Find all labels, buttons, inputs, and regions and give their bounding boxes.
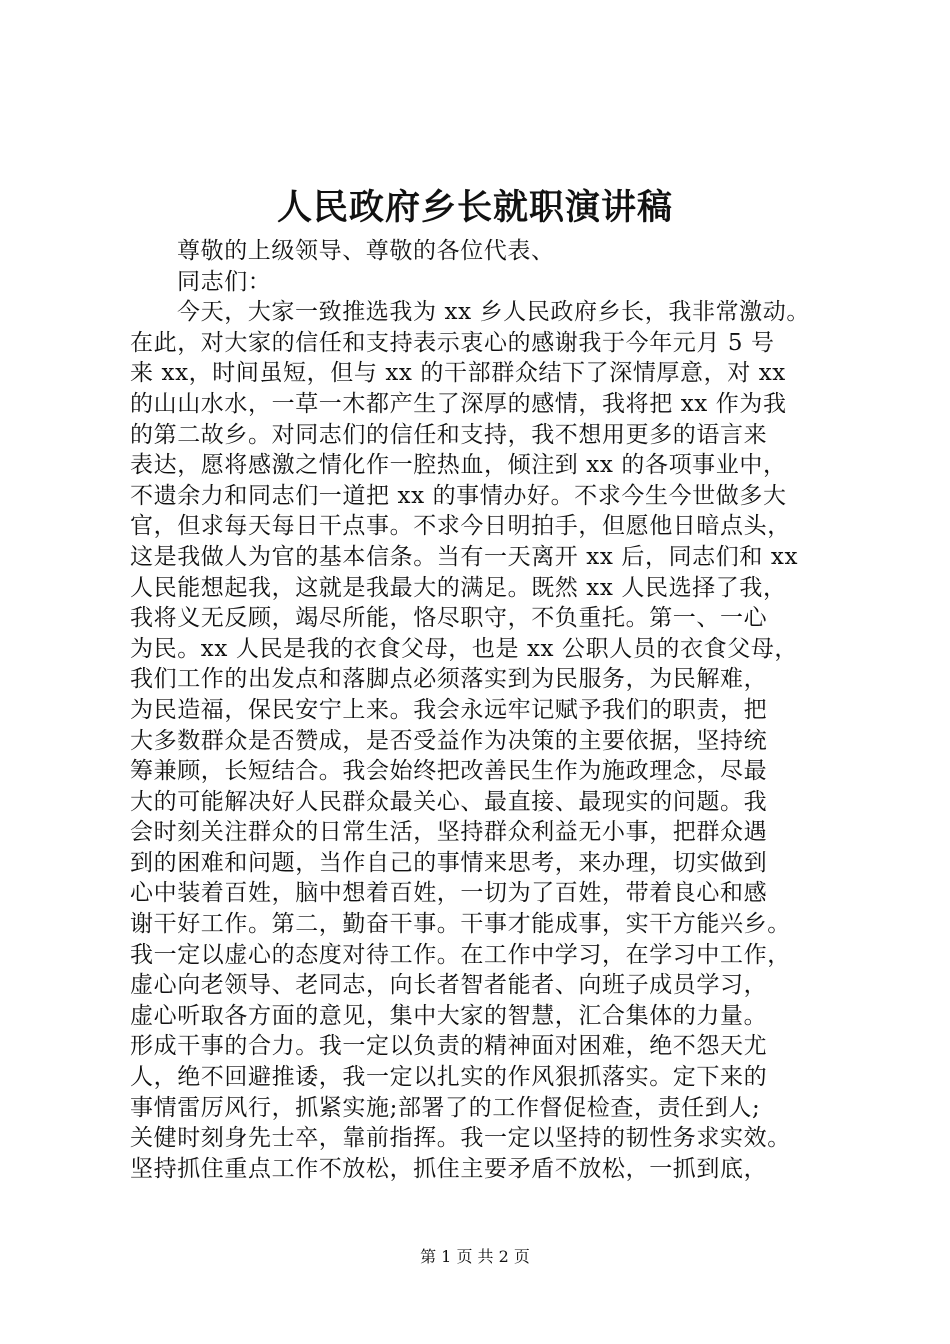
text-line: 关健时刻身先士卒，靠前指挥。我一定以坚持的韧性务求实效。 bbox=[130, 1125, 791, 1152]
text-line: 今天，大家一致推选我为 xx 乡人民政府乡长，我非常激动。 bbox=[177, 299, 810, 326]
text-line: 到的困难和问题，当作自己的事情来思考，来办理，切实做到 bbox=[130, 849, 768, 876]
text-line: 我将义无反顾，竭尽所能，恪尽职守，不负重托。第一、一心 bbox=[130, 605, 768, 632]
text-line: 为民。xx 人民是我的衣食父母，也是 xx 公职人员的衣食父母， bbox=[130, 635, 799, 662]
text-line: 同志们： bbox=[177, 268, 272, 295]
text-line: 虚心听取各方面的意见，集中大家的智慧，汇合集体的力量。 bbox=[130, 1002, 768, 1029]
text-line: 为民造福，保民安宁上来。我会永远牢记赋予我们的职责，把 bbox=[130, 696, 768, 723]
text-line: 会时刻关注群众的日常生活，坚持群众利益无小事，把群众遇 bbox=[130, 819, 768, 846]
text-line: 谢干好工作。第二，勤奋干事。干事才能成事，实干方能兴乡。 bbox=[130, 911, 791, 938]
text-line: 的第二故乡。对同志们的信任和支持，我不想用更多的语言来 bbox=[130, 421, 768, 448]
text-line: 我们工作的出发点和落脚点必须落实到为民服务，为民解难， bbox=[130, 666, 768, 693]
text-line: 这是我做人为官的基本信条。当有一天离开 xx 后，同志们和 xx bbox=[130, 543, 799, 570]
text-line: 我一定以虚心的态度对待工作。在工作中学习，在学习中工作， bbox=[130, 941, 791, 968]
text-line: 坚持抓住重点工作不放松，抓住主要矛盾不放松，一抓到底， bbox=[130, 1155, 768, 1182]
text-line: 大多数群众是否赞成，是否受益作为决策的主要依据，坚持统 bbox=[130, 727, 768, 754]
text-line: 尊敬的上级领导、尊敬的各位代表、 bbox=[177, 238, 555, 264]
document-body bbox=[130, 236, 930, 1184]
text-line: 虚心向老领导、老同志，向长者智者能者、向班子成员学习， bbox=[130, 972, 768, 999]
text-line: 来 xx，时间虽短，但与 xx 的干部群众结下了深情厚意，对 xx bbox=[130, 360, 786, 387]
text-line: 筹兼顾，长短结合。我会始终把改善民生作为施政理念，尽最 bbox=[130, 758, 768, 785]
text-line: 人，绝不回避推诿，我一定以扎实的作风狠抓落实。定下来的 bbox=[130, 1064, 768, 1091]
text-line: 官，但求每天每日干点事。不求今日明拍手，但愿他日暗点头， bbox=[130, 513, 791, 540]
text-line: 表达，愿将感激之情化作一腔热血，倾注到 xx 的各项事业中， bbox=[130, 452, 787, 479]
page-number-footer: 第 1 页 共 2 页 bbox=[420, 1247, 530, 1266]
text-line: 大的可能解决好人民群众最关心、最直接、最现实的问题。我 bbox=[130, 788, 768, 815]
text-line: 的山山水水，一草一木都产生了深厚的感情，我将把 xx 作为我 bbox=[130, 390, 787, 417]
text-line: 在此，对大家的信任和支持表示衷心的感谢我于今年元月 5 号 bbox=[130, 329, 775, 356]
text-line: 人民能想起我，这就是我最大的满足。既然 xx 人民选择了我， bbox=[130, 574, 787, 601]
text-line: 形成干事的合力。我一定以负责的精神面对困难，绝不怨天尤 bbox=[130, 1033, 768, 1060]
page-title: 人民政府乡长就职演讲稿 bbox=[276, 187, 673, 228]
text-line: 事情雷厉风行，抓紧实施;部署了的工作督促检查，责任到人; bbox=[130, 1094, 761, 1121]
text-line: 心中装着百姓，脑中想着百姓，一切为了百姓，带着良心和感 bbox=[130, 880, 768, 907]
text-line: 不遗余力和同志们一道把 xx 的事情办好。不求今生今世做多大 bbox=[130, 482, 787, 509]
